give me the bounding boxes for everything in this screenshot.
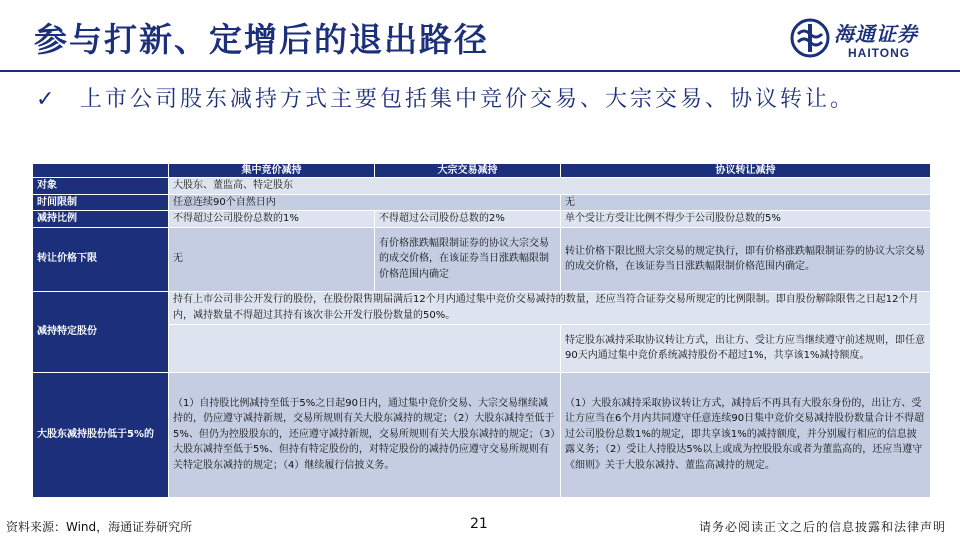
row-label-time: 时间限制 <box>33 194 169 211</box>
table-row <box>33 291 931 324</box>
table-header-block: 大宗交易减持 <box>375 164 561 178</box>
company-logo <box>790 16 940 66</box>
row-label-object: 对象 <box>33 178 169 195</box>
row-label-ratio: 减持比例 <box>33 211 169 228</box>
cell-time-auction: 任意连续90个自然日内 <box>169 194 561 211</box>
table-row <box>33 194 931 211</box>
table-row <box>33 178 931 195</box>
logo-english-name: HAITONG <box>848 46 911 60</box>
table-header-corner <box>33 164 169 178</box>
checkmark-icon: ✓ <box>36 87 58 112</box>
haitong-emblem-icon <box>790 18 830 58</box>
bullet-text: 上市公司股东减持方式主要包括集中竞价交易、大宗交易、协议转让。 <box>80 87 856 112</box>
cell-ratio-transfer: 单个受让方受让比例不得少于公司股份总数的5% <box>561 211 931 228</box>
cell-ratio-block: 不得超过公司股份总数的2% <box>375 211 561 228</box>
cell-specific-empty <box>169 324 561 372</box>
cell-price-auction: 无 <box>169 227 375 291</box>
reduction-methods-table <box>32 163 931 498</box>
table-row <box>33 227 931 291</box>
cell-below5-transfer: （1）大股东减持采取协议转让方式，减持后不再具有大股东身份的，出让方、受让方应当在6个月内共同遵守任意连续90日集中竞价交易减持股份数量合计不得超过公司股份总数1%的规定，即共享该1%的减持额度，并分别履行相应的信息披露义务；（2）受让人持股达5%以上或成为控股股东或者为董监高的，还应当遵守《细则》关于大股东减持、董监高减持的规定。 <box>561 372 931 497</box>
row-label-price: 转让价格下限 <box>33 227 169 291</box>
table-row <box>33 372 931 497</box>
page-number: 21 <box>470 516 488 532</box>
table-header-row <box>33 164 931 178</box>
row-label-specific: 减持特定股份 <box>33 291 169 372</box>
cell-ratio-auction: 不得超过公司股份总数的1% <box>169 211 375 228</box>
table-row <box>33 211 931 228</box>
logo-chinese-name: 海通证券 <box>834 22 918 46</box>
footer-disclaimer: 请务必阅读正文之后的信息披露和法律声明 <box>698 520 946 534</box>
cell-time-transfer: 无 <box>561 194 931 211</box>
title-divider <box>0 70 960 72</box>
cell-specific-transfer: 特定股东减持采取协议转让方式，出让方、受让方应当继续遵守前述规则，即任意90天内通过集中竞价系统减持股份不超过1%，共享该1%减持额度。 <box>561 324 931 372</box>
bullet-point <box>36 82 916 118</box>
footer-source: 资料来源：Wind，海通证券研究所 <box>6 520 193 534</box>
table-header-auction: 集中竞价减持 <box>169 164 375 178</box>
cell-specific-merged: 持有上市公司非公开发行的股份，在股份限售期届满后12个月内通过集中竞价交易减持的数量，还应当符合证券交易所规定的比例限制。即自股份解除限售之日起12个月内，减持数量不得超过其持有该次非公开发行股份数量的50%。 <box>169 291 931 324</box>
cell-price-block: 有价格涨跌幅限制证券的协议大宗交易的成交价格，在该证券当日涨跌幅限制价格范围内确定 <box>375 227 561 291</box>
cell-price-transfer: 转让价格下限比照大宗交易的规定执行，即有价格涨跌幅限制证券的协议大宗交易的成交价格，在该证券当日涨跌幅限制价格范围内确定。 <box>561 227 931 291</box>
row-label-below5: 大股东减持股份低于5%的 <box>33 372 169 497</box>
cell-below5-merged: （1）自持股比例减持至低于5%之日起90日内，通过集中竞价交易、大宗交易继续减持的，仍应遵守减持新规，交易所规则有关大股东减持的规定；（2）大股东减持至低于5%、但仍为控股股东的，还应遵守减持新规，交易所规则有关大股东减持的规定；（3）大股东减持至低于5%、但持有特定股份的，对特定股份的减持仍应遵守交易所规则有关特定股东减持的规定；（4）继续履行信披义务。 <box>169 372 561 497</box>
cell-object: 大股东、董监高、特定股东 <box>169 178 931 195</box>
slide-title: 参与打新、定增后的退出路径 <box>34 20 489 59</box>
table-header-transfer: 协议转让减持 <box>561 164 931 178</box>
